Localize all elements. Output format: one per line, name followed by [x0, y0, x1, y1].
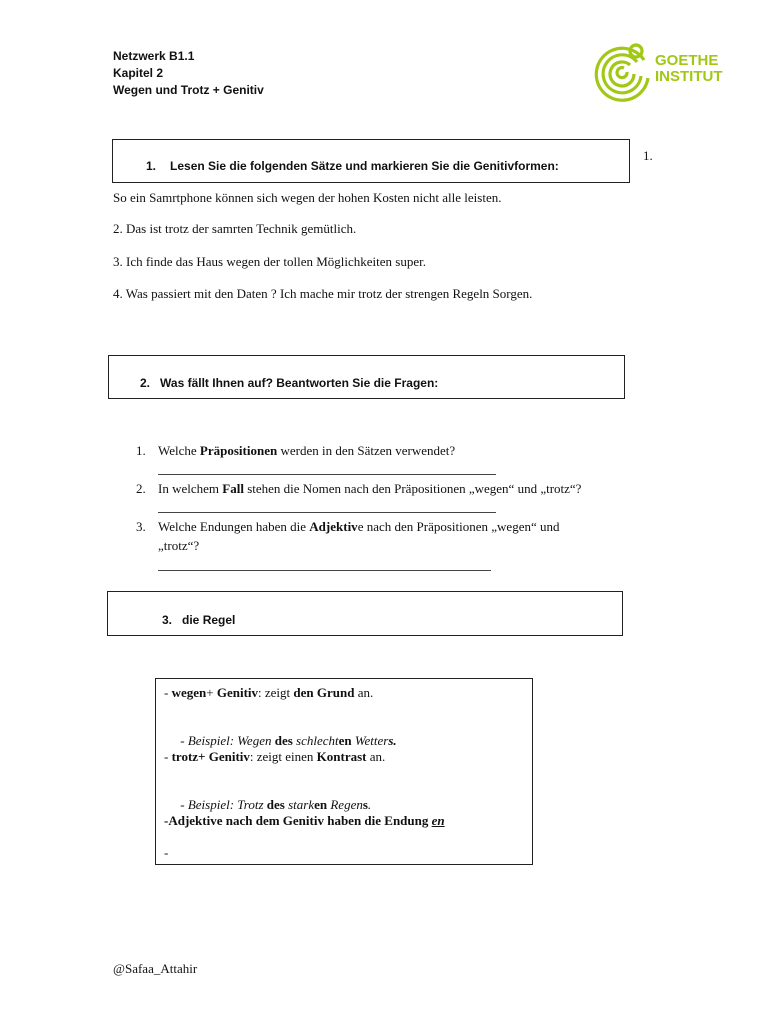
section1-box	[112, 139, 630, 183]
chapter-title: Kapitel 2	[113, 66, 164, 80]
side-number: 1.	[643, 148, 653, 163]
topic-title: Wegen und Trotz + Genitiv	[113, 83, 264, 97]
answer-line-1[interactable]	[158, 474, 496, 475]
section3-title: 3. die Regel	[162, 613, 236, 627]
footer-handle: @Safaa_Attahir	[113, 961, 198, 976]
rule-wegen: - wegen+ Genitiv: zeigt den Grund an.	[164, 685, 374, 700]
logo-text: GOETHE INSTITUT	[655, 52, 723, 85]
rule-box	[155, 678, 533, 865]
rule-empty-line: -	[164, 845, 169, 860]
answer-line-2[interactable]	[158, 512, 496, 513]
answer-line-3[interactable]	[158, 570, 491, 571]
course-title: Netzwerk B1.1	[113, 49, 195, 63]
header-block	[113, 48, 264, 99]
question-1: Welche Präpositionen werden in den Sätzen verwendet?	[158, 443, 456, 458]
rule-trotz: - trotz+ Genitiv: zeigt einen Kontrast an.	[164, 749, 386, 764]
question-1-number: 1.	[136, 443, 146, 458]
sentence-1: So ein Samrtphone können sich wegen der hohen Kosten nicht alle leisten.	[113, 190, 502, 205]
sentence-3: 3. Ich finde das Haus wegen der tollen Möglichkeiten super.	[113, 254, 426, 269]
question-2: In welchem Fall stehen die Nomen nach den Präpositionen „wegen“ und „trotz“?	[158, 481, 582, 496]
section1-title: 1. Lesen Sie die folgenden Sätze und markieren Sie die Genitivformen:	[146, 159, 559, 173]
rule-trotz-example: - Beispiel: Trotz des starken Regens.	[177, 797, 372, 812]
section2-box	[108, 355, 625, 399]
sentence-4: 4. Was passiert mit den Daten ? Ich mache mir trotz der strengen Regeln Sorgen.	[113, 286, 533, 301]
rule-adjective-ending: -Adjektive nach dem Genitiv haben die Endung en	[164, 813, 445, 828]
goethe-logo	[590, 38, 723, 102]
question-3: Welche Endungen haben die Adjektive nach den Präpositionen „wegen“ und	[158, 519, 560, 534]
question-3-cont: „trotz“?	[158, 538, 200, 553]
question-3-number: 3.	[136, 519, 146, 534]
rule-wegen-example: - Beispiel: Wegen des schlechten Wetters.	[177, 733, 397, 748]
section3-box	[107, 591, 623, 636]
sentence-2: 2. Das ist trotz der samrten Technik gemütlich.	[113, 221, 357, 236]
section2-title: 2. Was fällt Ihnen auf? Beantworten Sie die Fragen:	[140, 376, 439, 390]
goethe-logo-icon	[590, 38, 654, 102]
question-2-number: 2.	[136, 481, 146, 496]
